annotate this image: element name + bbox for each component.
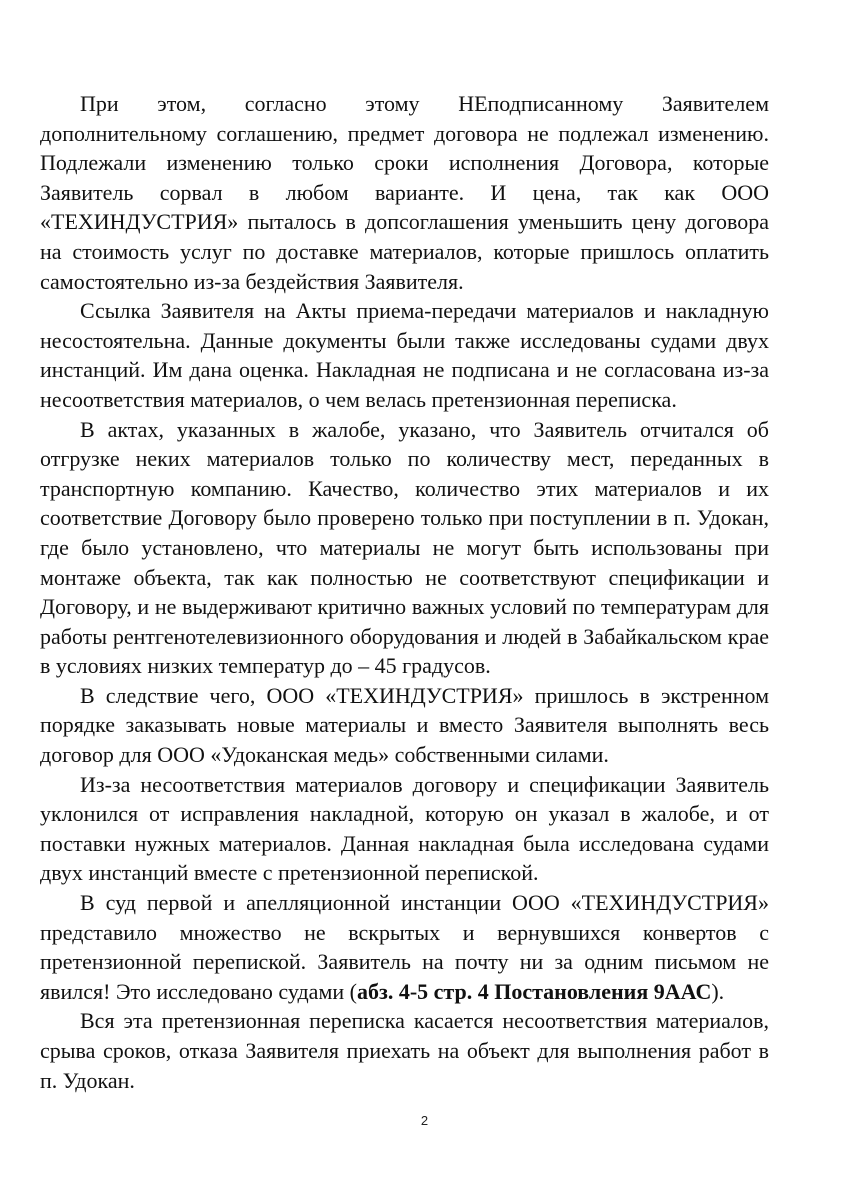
- paragraph-2: Ссылка Заявителя на Акты приема-передачи материалов и накладную несостоятельна. Данные документы были также исследованы судами двух инстанций. Им дана оценка. Накладная не подписана и не согласована из-за несоответствия материалов, о чем велась претензионная переписка.: [40, 298, 769, 412]
- paragraph-5: Из-за несоответствия материалов договору и спецификации Заявитель уклонился от исправления накладной, которую он указал в жалобе, и от поставки нужных материалов. Данная накладная была исследована судами двух инстанций вместе с претензионной перепиской.: [40, 771, 769, 886]
- paragraph-3: В актах, указанных в жалобе, указано, что Заявитель отчитался об отгрузке неких материалов только по количеству мест, переданных в транспортную компанию. Качество, количество этих материалов и их соответствие Договору было проверено только при поступлении в п. Удокан, где было установлено, что материалы не могут быть использованы при монтаже объекта, так как полностью не соответствуют спецификации и Договору, и не выдерживают критично важных условий по температурам для работы рентгенотелевизионного оборудования и людей в Забайкальском крае в условиях низких температур до – 45 градусов.: [40, 416, 769, 679]
- page-number: 2: [420, 1113, 429, 1128]
- paragraph-4: В следствие чего, ООО «ТЕХИНДУСТРИЯ» пришлось в экстренном порядке заказывать новые материалы и вместо Заявителя выполнять весь договор для ООО «Удоканская медь» собственными силами.: [40, 682, 769, 768]
- paragraph-6-text-end: ).: [711, 978, 725, 1004]
- paragraph-6-bold-reference: абз. 4-5 стр. 4 Постановления 9ААС: [356, 978, 712, 1004]
- paragraph-1: При этом, согласно этому НЕподписанному Заявителем дополнительному соглашению, предмет договора не подлежал изменению. Подлежали изменению только сроки исполнения Договора, которые Заявитель сорвал в любом варианте. И цена, так как ООО «ТЕХИНДУСТРИЯ» пыталось в допсоглашения уменьшить цену договора на стоимость услуг по доставке материалов, которые пришлось оплатить самостоятельно из-за бездействия Заявителя.: [40, 91, 769, 294]
- paragraph-7: Вся эта претензионная переписка касается несоответствия материалов, срыва сроков, отказа Заявителя приехать на объект для выполнения работ в п. Удокан.: [40, 1008, 769, 1093]
- document-body: [40, 89, 769, 1095]
- paragraph-6-text: В суд первой и апелляционной инстанции ООО «ТЕХИНДУСТРИЯ» представило множество не вскрытых и вернувшихся конвертов с претензионной перепиской. Заявитель на почту ни за одним письмом не явился! Это исследовано судами (: [40, 890, 769, 1004]
- paragraph-6: [40, 888, 769, 1006]
